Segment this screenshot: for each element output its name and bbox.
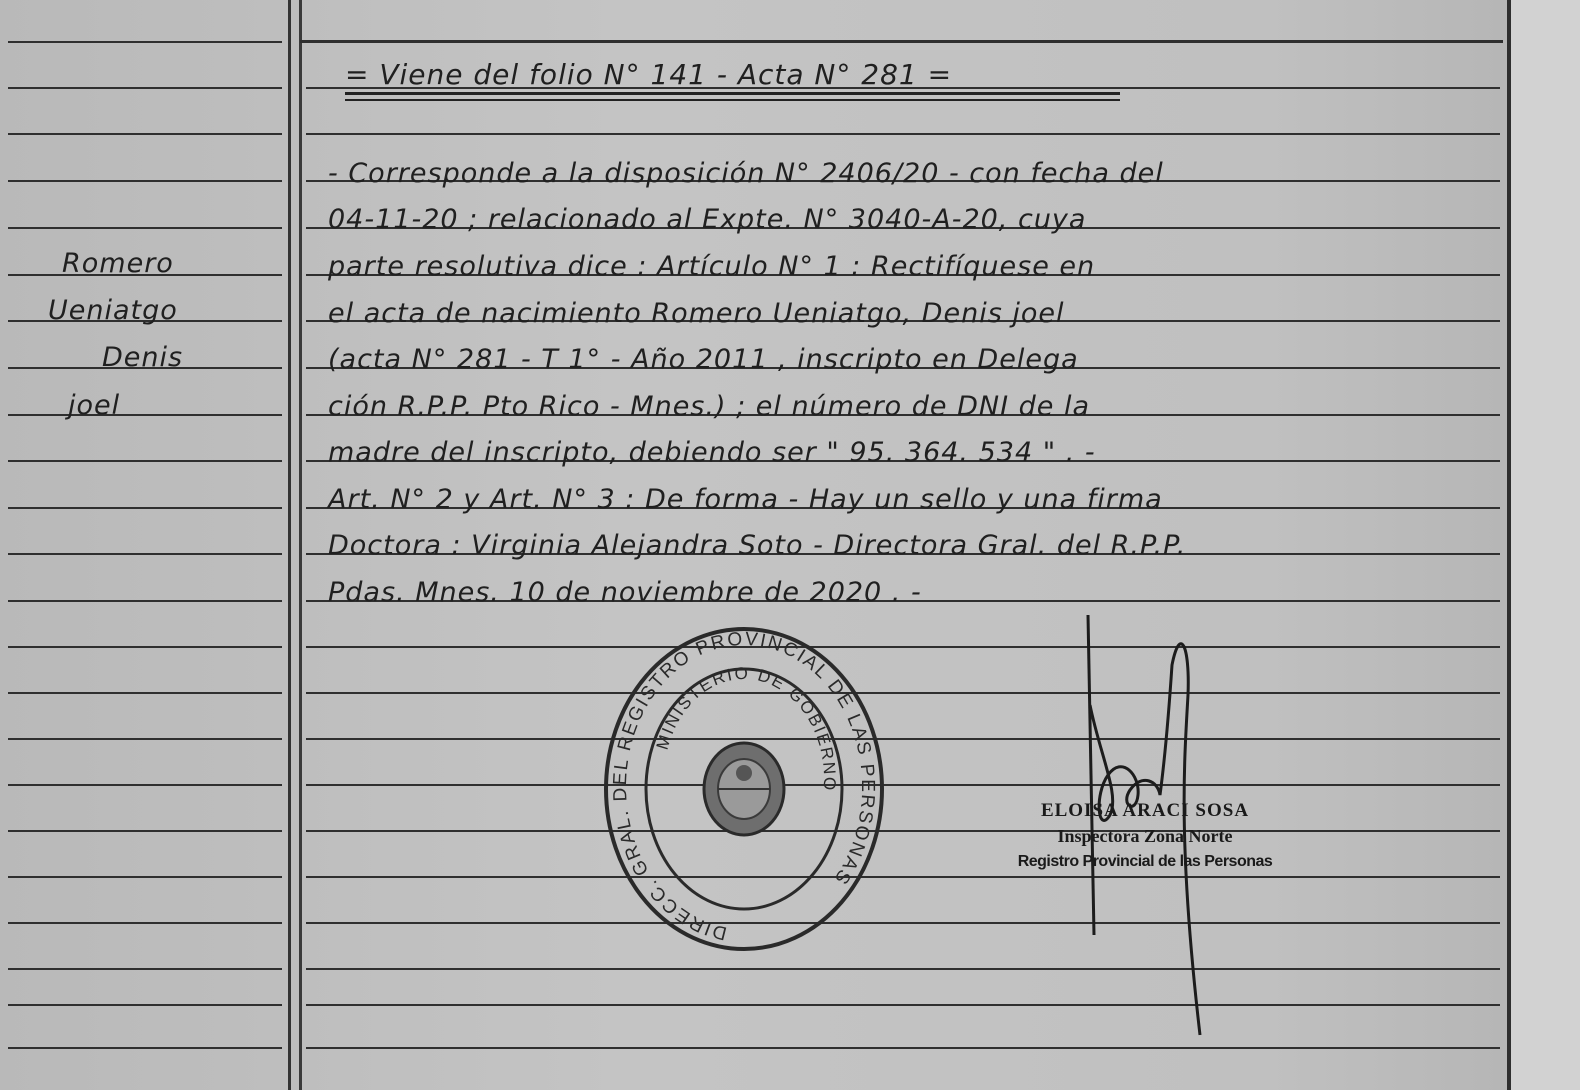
signatory-role: Inspectora Zona Norte — [1057, 826, 1233, 846]
body-line: parte resolutiva dice : Artículo N° 1 : Rectifíquese en — [328, 251, 1096, 282]
margin-note-line: Romero — [62, 248, 174, 279]
margin-divider — [288, 0, 302, 1090]
body-line: 04-11-20 ; relacionado al Expte. N° 3040-A-20, cuya — [328, 204, 1087, 235]
document-heading: = Viene del folio N° 141 - Acta N° 281 = — [345, 58, 953, 91]
margin-note-line: Denis — [102, 342, 184, 373]
margin-note — [0, 0, 288, 1090]
signatory-name: ELOISA ARACI SOSA — [1040, 800, 1250, 821]
body-line: Pdas. Mnes. 10 de noviembre de 2020 . - — [328, 577, 922, 608]
body-line: ción R.P.P. Pto Rico - Mnes.) ; el número de DNI de la — [328, 391, 1091, 422]
body-line: madre del inscripto, debiendo ser " 95. 364. 534 " . - — [328, 437, 1096, 468]
top-rule — [300, 40, 1503, 43]
margin-note-line: joel — [68, 390, 121, 421]
coat-of-arms-icon — [704, 743, 784, 835]
signature-block — [985, 800, 1305, 871]
body-line: (acta N° 281 - T 1° - Año 2011 , inscripto en Delega — [328, 344, 1079, 375]
signatory-org: Registro Provincial de las Personas — [1017, 853, 1273, 870]
margin-note-line: Ueniatgo — [48, 295, 178, 326]
page-edge — [1507, 0, 1580, 1090]
body-line: el acta de nacimiento Romero Ueniatgo, Denis joel — [328, 298, 1065, 329]
body-line: Doctora : Virginia Alejandra Soto - Directora Gral. del R.P.P. — [328, 530, 1187, 561]
body-line: - Corresponde a la disposición N° 2406/20 - con fecha del — [328, 158, 1164, 189]
body-line: Art. N° 2 y Art. N° 3 : De forma - Hay un sello y una firma — [328, 484, 1163, 515]
seal-outer-text: DIRECC. GRAL. DEL REGISTRO PROVINCIAL DE LAS PERSONAS — [609, 628, 879, 944]
heading-underline — [345, 99, 1120, 101]
heading-underline — [345, 92, 1120, 95]
official-seal — [598, 623, 890, 955]
seal-inner-text: MINISTERIO DE GOBIERNO — [652, 663, 840, 793]
